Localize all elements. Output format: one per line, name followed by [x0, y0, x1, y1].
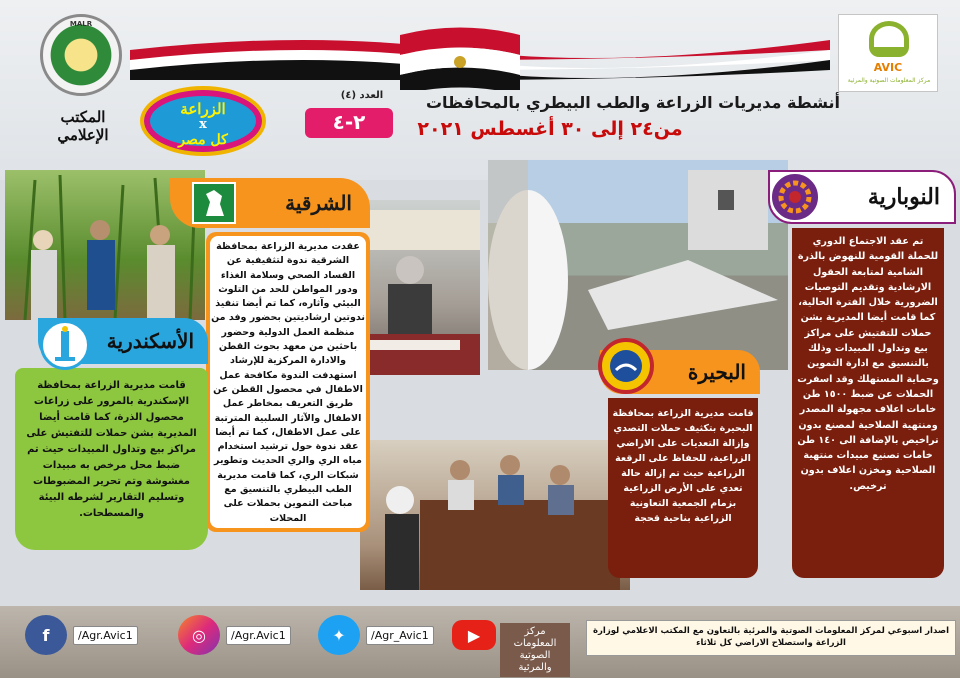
sharqia-title: الشرقية	[285, 191, 352, 215]
ministry-logo-text: MALR	[69, 20, 93, 28]
buhaira-title: البحيرة	[687, 360, 746, 384]
nubaria-body: تم عقد الاجتماع الدوري للحملة القومية للنهوض بالذرة الشامية لمتابعة الحقول الارشادية وتقديم التوصيات الضرورية خلال الفترة الحالية، كما قامت أيضا المديرية بشن حملات للتفتيش على مراكز بيع وتداول المبيدات وذلك بالتنسيق مع ادارة التموين وحماية المستهلك وقد اسفرت الحملات عن ضبط ١٥٠٠ طن خامات اعلاف مجهولة المصدر ومنتهية الصلاحية لمصنع بدون تراخيص بالإضافة الى ١٤٠ طن خامات تصنيع مبيدات منتهية الصلاحية ومخزن اعلاف بدون ترخيص.	[797, 236, 939, 492]
instagram-handle: /Agr.Avic1	[226, 626, 291, 645]
meeting-photo	[360, 440, 630, 590]
avic-mark-icon	[869, 21, 909, 57]
buhaira-emblem-icon	[598, 338, 654, 394]
slogan-line-2: x	[199, 117, 207, 132]
instagram-icon: ◎	[178, 615, 220, 655]
ministry-logo	[40, 14, 122, 96]
youtube-link[interactable]	[452, 615, 496, 655]
slogan-line-3: كل مصر	[178, 132, 228, 148]
twitter-handle: /Agr_Avic1	[366, 626, 434, 645]
issue-label: العدد (٤)	[340, 90, 384, 101]
youtube-icon: ▶	[452, 620, 496, 650]
avic-logo-subtitle: مركز المعلومات الصوتية والمرئية	[847, 77, 931, 84]
slogan-line-1: الزراعة	[180, 100, 226, 118]
gear-emblem-icon	[770, 172, 820, 222]
avic-logo	[838, 14, 938, 92]
twitter-icon: ✦	[318, 615, 360, 655]
facebook-icon: f	[25, 615, 67, 655]
nubaria-title: النوبارية	[867, 184, 940, 210]
field-inspection-photo	[488, 160, 788, 370]
facebook-link[interactable]	[25, 615, 138, 655]
horse-emblem-icon	[192, 182, 236, 224]
avic-logo-text: AVIC	[873, 61, 903, 74]
footer-note: اصدار اسبوعي لمركز المعلومات الصوتية والمرئية بالتعاون مع المكتب الاعلامي لوزارة الزراعة واستصلاح الاراضي كل ثلاثاء	[586, 620, 956, 656]
media-office-label: المكتب الإعلامي	[57, 108, 109, 144]
instagram-link[interactable]	[178, 615, 291, 655]
egypt-flag-ribbon	[130, 20, 830, 90]
page-title: أنشطة مديريات الزراعة والطب البيطري بالمحافظات	[425, 93, 840, 112]
alexandria-body: قامت مديرية الزراعة بمحافظة الإسكندرية بالمرور على زراعات محصول الذرة، كما قامت أيضا المديرية بشن حملات للتفتيش على مراكز بيع وتداول المبيدات حيث تم ضبط محل مرخص به مبيدات مغشوشة وتم تحرير المضبوطات وتسليم التقارير لشرطه البيئة والمسطحات.	[26, 380, 197, 519]
lighthouse-emblem-icon	[40, 320, 90, 370]
youtube-label: مركز المعلومات الصوتية والمرئية	[500, 623, 570, 677]
date-range: من٢٤ إلى ٣٠ أغسطس ٢٠٢١	[417, 118, 683, 140]
slogan-badge	[140, 86, 266, 156]
buhaira-body: قامت مديرية الزراعة بمحافظة البحيرة بتكثيف حملات التصدي وإزالة التعديات على الاراضي الزراعية، للحفاظ على الرقعة الزراعية حيث تم إزالة حالة تعدي على الأرض الزراعية بزمام الجمعية التعاونية الزراعية بناحية قحجة	[612, 408, 754, 524]
sharqia-body: عقدت مديرية الزراعة بمحافظة الشرقية ندوة لتثقيفية عن الفساد الصحي وسلامة الغذاء ودور المواطن للحد من التلوث البيئي وآثاره، كما تم أيضا تنفيذ ندوتين ارشاديتين بحضور وفد من منظمة العمل الدولية وحضور باحثين من معهد بحوث القطن والادارة المركزية للإرشاد استهدفت الندوة مكافحة عمل الاطفال في محصول القطن عن طريق التعريف بمخاطر عمل الاطفال والآثار السلبية المترتبة على عمل الاطفال، كما تم أيضا عقد ندوة حول ترشيد استخدام مياه الري والري الحديث وتطوير شبكات الري، كما قامت مديرية الطب البيطري بالتنسيق مع مباحث التموين بحملات على المحلات	[211, 241, 365, 524]
facebook-handle: /Agr.Avic1	[73, 626, 138, 645]
issue-number-badge: ٢-٤	[305, 108, 393, 138]
alexandria-title: الأسكندرية	[106, 329, 194, 353]
twitter-link[interactable]	[318, 615, 434, 655]
